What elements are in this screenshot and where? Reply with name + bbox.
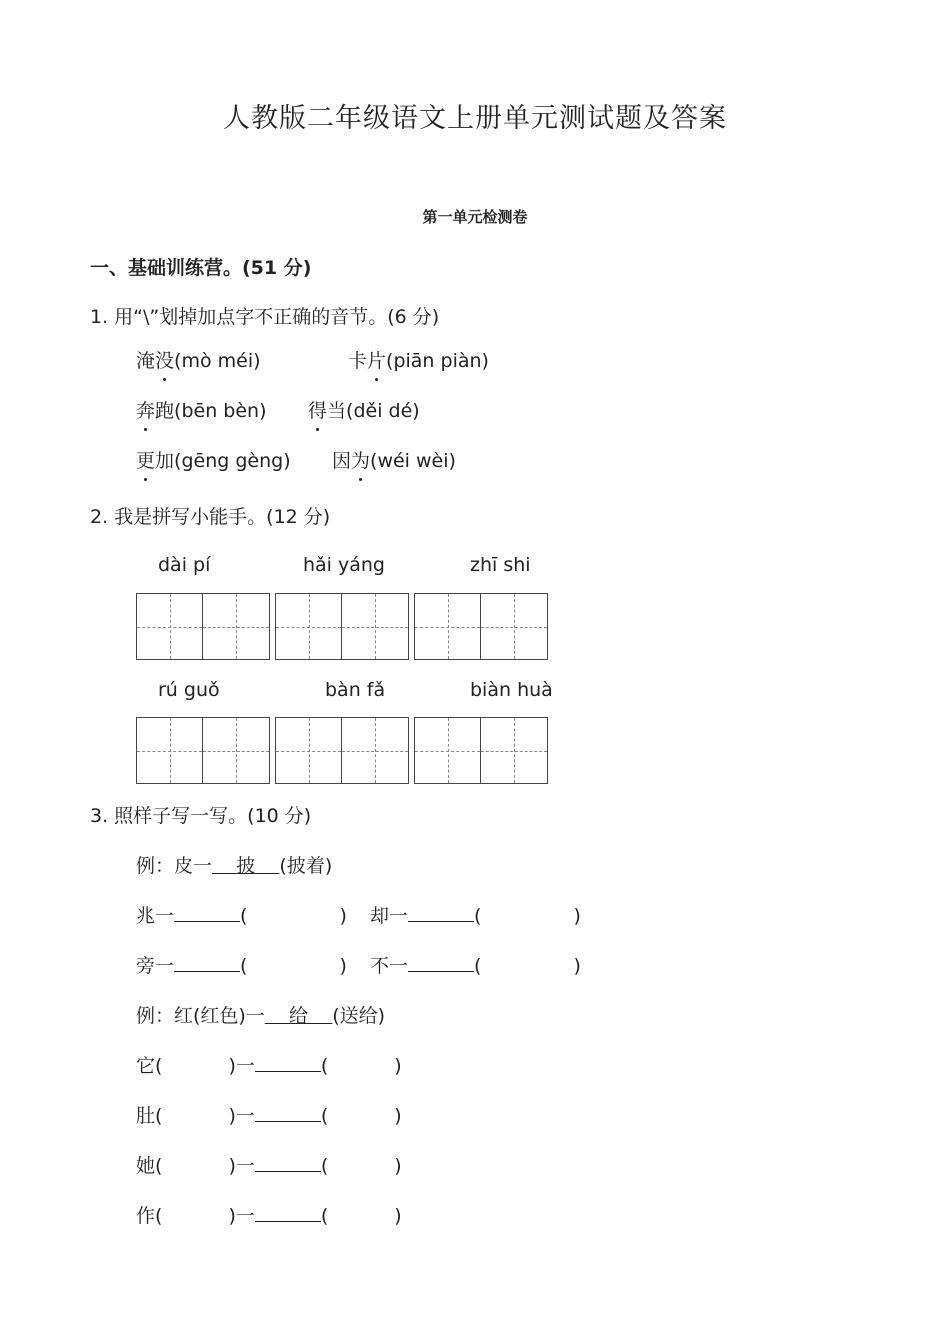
q3-pair-row xyxy=(370,901,581,928)
open-paren: ( xyxy=(155,1205,163,1227)
q1-pinyin-options: (děi dé) xyxy=(346,400,420,422)
open-paren: ( xyxy=(320,1155,329,1177)
tianzige-box[interactable] xyxy=(203,593,270,660)
q3-char-prompt: 作 xyxy=(136,1205,156,1227)
q3-char-prompt: 却一 xyxy=(370,905,409,927)
close-paren: ) xyxy=(228,1205,236,1227)
pinyin-prompt: dài pí xyxy=(158,554,211,576)
open-paren: ( xyxy=(320,1055,329,1077)
q3-char-prompt: 她 xyxy=(136,1155,156,1177)
q1-dotted-char: 没 xyxy=(155,346,174,373)
q3-char-row xyxy=(136,1151,402,1178)
tianzige-box[interactable] xyxy=(275,593,342,660)
q1-dotted-char: 奔 xyxy=(136,396,155,423)
dash: 一 xyxy=(235,1205,255,1227)
q3-char-prompt: 兆一 xyxy=(136,905,175,927)
close-paren: ) xyxy=(339,955,347,977)
tianzige-box[interactable] xyxy=(136,593,203,660)
question-2-label: 2. 我是拼写小能手。(12 分) xyxy=(90,506,331,528)
q1-dotted-char: 片 xyxy=(367,346,386,373)
q3-char-row xyxy=(136,1051,402,1078)
q3-char-prompt: 不一 xyxy=(370,955,409,977)
answer-blank[interactable] xyxy=(408,952,474,972)
example-prefix: 例：皮一 xyxy=(136,855,213,877)
section-heading: 一、基础训练营。(51 分) xyxy=(90,257,312,279)
q1-item xyxy=(136,396,266,423)
q1-pinyin-options: (gēng gèng) xyxy=(174,450,291,472)
close-paren: ) xyxy=(339,905,347,927)
page-title: 人教版二年级语文上册单元测试题及答案 xyxy=(223,103,727,134)
open-paren: ( xyxy=(474,955,482,977)
tianzige-box[interactable] xyxy=(136,717,203,784)
close-paren: ) xyxy=(228,1155,236,1177)
open-paren: ( xyxy=(474,905,482,927)
q3-char-row xyxy=(136,1201,402,1228)
close-paren: ) xyxy=(228,1055,236,1077)
open-paren: ( xyxy=(155,1105,163,1127)
tianzige-box[interactable] xyxy=(481,717,548,784)
open-paren: ( xyxy=(155,1055,163,1077)
q3-example-2 xyxy=(136,1001,385,1028)
example-prefix: 例：红(红色)一 xyxy=(136,1005,265,1027)
q3-char-prompt: 它 xyxy=(136,1055,156,1077)
dash: 一 xyxy=(235,1105,255,1127)
q1-pinyin-options: (wéi wèi) xyxy=(370,450,456,472)
answer-blank[interactable] xyxy=(174,952,240,972)
q1-dotted-char: 为 xyxy=(351,446,370,473)
q1-dotted-char: 更 xyxy=(136,446,155,473)
q1-item-text: 当 xyxy=(327,400,347,422)
q1-pinyin-options: (piān piàn) xyxy=(386,350,489,372)
close-paren: ) xyxy=(573,955,581,977)
q1-item xyxy=(348,346,489,373)
q3-char-prompt: 肚 xyxy=(136,1105,156,1127)
example-suffix: (送给) xyxy=(332,1005,386,1027)
q3-char-prompt: 旁一 xyxy=(136,955,175,977)
pinyin-prompt: hǎi yáng xyxy=(303,554,385,576)
pinyin-prompt: bàn fǎ xyxy=(325,679,386,701)
answer-blank[interactable] xyxy=(174,902,240,922)
tianzige-box[interactable] xyxy=(342,717,409,784)
dash: 一 xyxy=(235,1155,255,1177)
q3-pair-row xyxy=(136,901,347,928)
q1-item xyxy=(136,446,291,473)
example-suffix: (披着) xyxy=(279,855,333,877)
open-paren: ( xyxy=(320,1205,329,1227)
q3-char-row xyxy=(136,1101,402,1128)
open-paren: ( xyxy=(155,1155,163,1177)
close-paren: ) xyxy=(394,1155,402,1177)
q1-pinyin-options: (mò méi) xyxy=(174,350,261,372)
open-paren: ( xyxy=(240,905,248,927)
answer-blank[interactable] xyxy=(408,902,474,922)
q1-item xyxy=(136,346,261,373)
question-3-label: 3. 照样子写一写。(10 分) xyxy=(90,805,312,827)
dash: 一 xyxy=(235,1055,255,1077)
open-paren: ( xyxy=(240,955,248,977)
example-answer: 披 xyxy=(236,855,256,877)
close-paren: ) xyxy=(394,1055,402,1077)
question-1-label: 1. 用“\”划掉加点字不正确的音节。(6 分) xyxy=(90,306,440,328)
tianzige-box[interactable] xyxy=(414,717,481,784)
pinyin-prompt: biàn huà xyxy=(470,679,553,701)
pinyin-prompt: zhī shi xyxy=(470,554,531,576)
answer-blank[interactable] xyxy=(255,1202,321,1222)
q1-item xyxy=(332,446,456,473)
tianzige-box[interactable] xyxy=(275,717,342,784)
close-paren: ) xyxy=(573,905,581,927)
unit-subtitle: 第一单元检测卷 xyxy=(422,208,528,226)
pinyin-prompt: rú guǒ xyxy=(158,679,220,701)
q3-pair-row xyxy=(370,951,581,978)
answer-blank[interactable] xyxy=(255,1102,321,1122)
q3-example-1 xyxy=(136,851,332,878)
open-paren: ( xyxy=(320,1105,329,1127)
tianzige-box[interactable] xyxy=(203,717,270,784)
q1-item-text: 淹 xyxy=(136,350,156,372)
q1-item-text: 加 xyxy=(155,450,175,472)
q1-item-text: 跑 xyxy=(155,400,175,422)
close-paren: ) xyxy=(394,1105,402,1127)
example-answer: 给 xyxy=(289,1005,309,1027)
answer-blank[interactable] xyxy=(255,1152,321,1172)
tianzige-box[interactable] xyxy=(481,593,548,660)
q1-pinyin-options: (bēn bèn) xyxy=(174,400,267,422)
tianzige-box[interactable] xyxy=(342,593,409,660)
q1-item-text: 因 xyxy=(332,450,352,472)
tianzige-box[interactable] xyxy=(414,593,481,660)
q1-dotted-char: 得 xyxy=(308,396,327,423)
close-paren: ) xyxy=(228,1105,236,1127)
q3-pair-row xyxy=(136,951,347,978)
q1-item xyxy=(308,396,420,423)
close-paren: ) xyxy=(394,1205,402,1227)
q1-item-text: 卡 xyxy=(348,350,368,372)
answer-blank[interactable] xyxy=(255,1052,321,1072)
